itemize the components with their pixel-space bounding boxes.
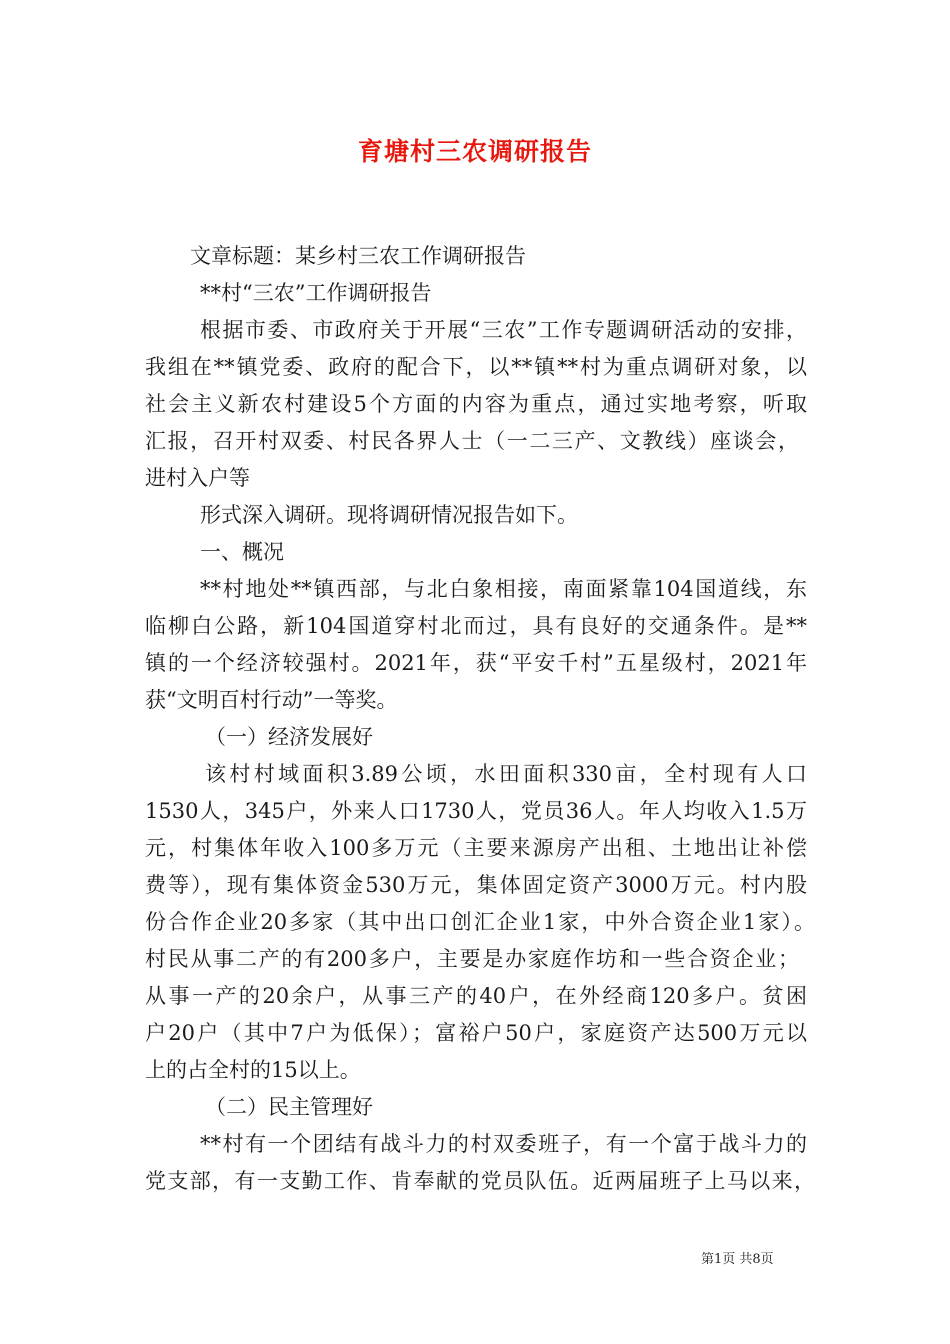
document-title: 育塘村三农调研报告 — [357, 137, 592, 166]
text-line: 我组在**镇党委、政府的配合下，以**镇**村为重点调研对象，以 — [145, 355, 807, 379]
text-line: 形式深入调研。现将调研情况报告如下。 — [200, 503, 578, 527]
text-line: 份合作企业20多家（其中出口创汇企业1家，中外合资企业1家）。 — [145, 910, 815, 934]
text-line: 该村村域面积3.89公顷，水田面积330亩，全村现有人口 — [205, 762, 807, 786]
text-line: 进村入户等 — [145, 466, 250, 490]
text-line: 户20户（其中7户为低保）；富裕户50户，家庭资产达500万元以 — [145, 1021, 807, 1045]
text-line: 根据市委、市政府关于开展“三农”工作专题调研活动的安排， — [200, 318, 807, 342]
text-line: **村有一个团结有战斗力的村双委班子，有一个富于战斗力的 — [200, 1132, 807, 1156]
text-line: 临柳白公路，新104国道穿村北而过，具有良好的交通条件。是** — [145, 614, 807, 638]
page-number: 第1页 共8页 — [701, 1252, 774, 1267]
text-line: 党支部，有一支勤工作、肯奉献的党员队伍。近两届班子上马以来， — [145, 1169, 815, 1193]
text-line: 1530人，345户，外来人口1730人，党员36人。年人均收入1.5万 — [145, 799, 807, 823]
text-line: 获“文明百村行动”一等奖。 — [145, 688, 398, 712]
text-line: 费等），现有集体资金530万元，集体固定资产3000万元。村内股 — [145, 873, 807, 897]
text-line: **村“三农”工作调研报告 — [200, 281, 432, 305]
text-line: 村民从事二产的有200多户，主要是办家庭作坊和一些合资企业； — [145, 947, 799, 971]
text-line: 元，村集体年收入100多万元（主要来源房产出租、土地出让补偿 — [145, 836, 807, 860]
text-line: 上的占全村的15以上。 — [145, 1058, 361, 1082]
text-line: **村地处**镇西部，与北白象相接，南面紧靠104国道线，东 — [200, 577, 807, 601]
text-line: 镇的一个经济较强村。2021年，获“平安千村”五星级村，2021年 — [145, 651, 807, 675]
text-line: 社会主义新农村建设5个方面的内容为重点，通过实地考察，听取 — [145, 392, 807, 416]
subsection-heading: （一）经济发展好 — [205, 725, 373, 749]
text-line: 从事一产的20余户，从事三产的40户，在外经商120多户。贫困 — [145, 984, 807, 1008]
section-heading: 一、概况 — [200, 540, 284, 564]
subsection-heading: （二）民主管理好 — [205, 1095, 373, 1119]
text-line: 文章标题：某乡村三农工作调研报告 — [190, 244, 526, 268]
text-line: 汇报，召开村双委、村民各界人士（一二三产、文教线）座谈会， — [145, 429, 799, 453]
